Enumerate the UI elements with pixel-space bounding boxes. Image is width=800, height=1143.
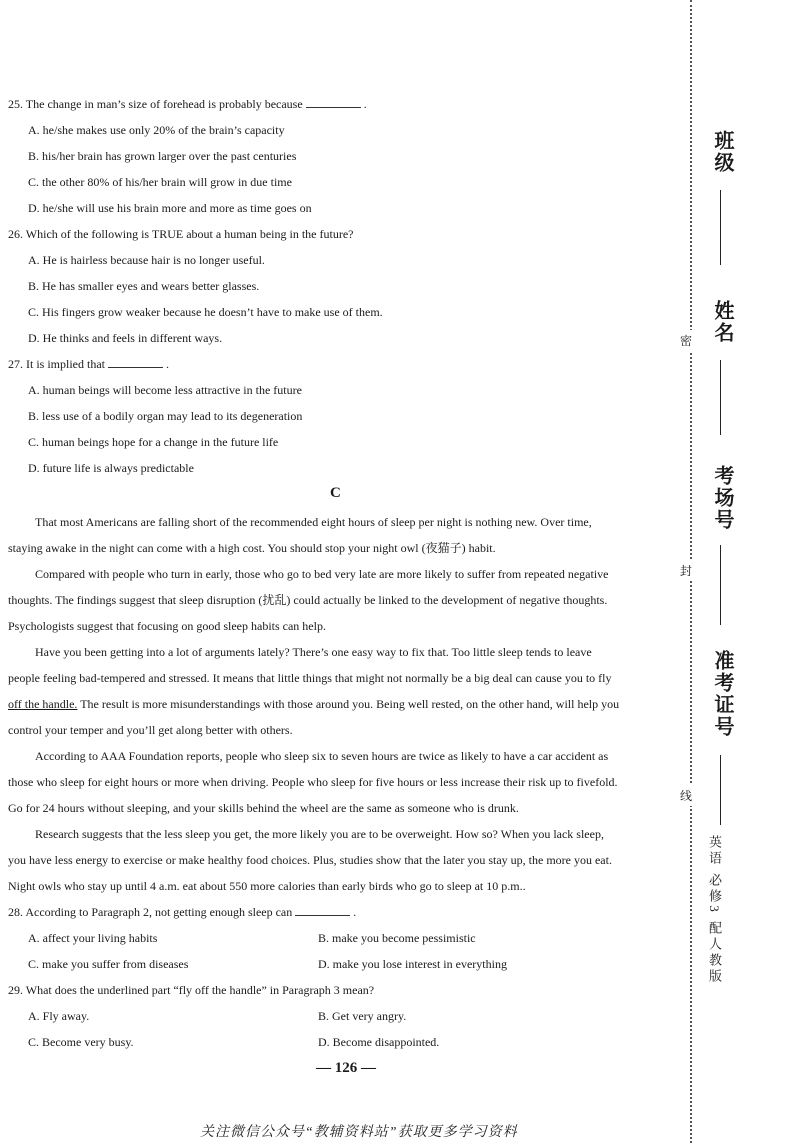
field-ticket-label: 准考证号 (711, 650, 733, 738)
q27-stem: 27. It is implied that . (8, 357, 169, 371)
field-class-label: 班级 (711, 130, 733, 174)
q29-option-d: D. Become disappointed. (318, 1035, 440, 1049)
seal-mark-xian: 线 (680, 785, 692, 806)
passage-line-2: staying awake in the night can come with a high cost. You should stop your night owl (夜猫子) habit. (8, 541, 496, 555)
passage-line-10: According to AAA Foundation reports, people who sleep six to seven hours are twice as likely to have a car accident as (35, 749, 609, 763)
q29-option-c: C. Become very busy. (28, 1035, 134, 1049)
q27-option-a: A. human beings will become less attractive in the future (28, 383, 302, 397)
passage-line-7: people feeling bad-tempered and stressed. It means that little things that might not normally be a big deal can cause you to fly (8, 671, 612, 685)
passage-line-15: Night owls who stay up until 4 a.m. eat about 550 more calories than early birds who go to sleep at 10 p.m.. (8, 879, 526, 893)
passage-line-9: control your temper and you’ll get along better with others. (8, 723, 293, 737)
q26-stem: 26. Which of the following is TRUE about a human being in the future? (8, 227, 354, 241)
passage-line-4: thoughts. The findings suggest that sleep disruption (扰乱) could actually be linked to the development of negative thoughts. (8, 593, 608, 607)
field-name-label: 姓名 (711, 300, 733, 344)
passage-line-6: Have you been getting into a lot of arguments lately? There’s one easy way to fix that. Too little sleep tends to leave (35, 645, 592, 659)
field-ticket-line (720, 755, 721, 825)
q29-stem: 29. What does the underlined part “fly off the handle” in Paragraph 3 mean? (8, 983, 375, 997)
q25-option-b: B. his/her brain has grown larger over the past centuries (28, 149, 297, 163)
q25-option-a: A. he/she makes use only 20% of the brain’s capacity (28, 123, 285, 137)
passage-line-8: off the handle. The result is more misunderstandings with those around you. Being well rested, on the other hand, will help you (8, 697, 620, 711)
q26-option-c: C. His fingers grow weaker because he doesn’t have to make use of them. (28, 305, 383, 319)
passage-line-11: those who sleep for eight hours or more when driving. People who sleep for five hours or less increase their risk up to fivefold. (8, 775, 618, 789)
passage-heading: C (330, 485, 341, 501)
q29-option-b: B. Get very angry. (318, 1009, 407, 1023)
q26-option-b: B. He has smaller eyes and wears better glasses. (28, 279, 260, 293)
q27-option-d: D. future life is always predictable (28, 461, 194, 475)
book-label: 英语 必修3 配人教版 (707, 835, 722, 985)
field-name-line (720, 360, 721, 435)
passage-line-12: Go for 24 hours without sleeping, and your skills behind the wheel are the same as someone who is drunk. (8, 801, 519, 815)
q25-stem: 25. The change in man’s size of forehead is probably because . (8, 97, 367, 111)
passage-line-5: Psychologists suggest that focusing on good sleep habits can help. (8, 619, 326, 633)
footer-note: 关注微信公众号“教辅资料站”获取更多学习资料 (200, 1125, 518, 1140)
field-class-line (720, 190, 721, 265)
q25-option-c: C. the other 80% of his/her brain will grow in due time (28, 175, 292, 189)
underlined-phrase: off the handle. (8, 697, 78, 711)
passage-line-14: you have less energy to exercise or make healthy food choices. Plus, studies show that the later you stay up, the more you eat. (8, 853, 612, 867)
seal-mark-mi: 密 (680, 330, 692, 351)
passage-line-13: Research suggests that the less sleep you get, the more likely you are to be overweight. How so? When you lack sleep, (35, 827, 604, 841)
q28-option-d: D. make you lose interest in everything (318, 957, 507, 971)
q28-option-c: C. make you suffer from diseases (28, 957, 189, 971)
passage-line-3: Compared with people who turn in early, those who go to bed very late are more likely to suffer from repeated negative (35, 567, 609, 581)
field-exam-room-line (720, 545, 721, 625)
q27-option-c: C. human beings hope for a change in the future life (28, 435, 279, 449)
page-number: — 126 — (316, 1060, 376, 1076)
q28-option-b: B. make you become pessimistic (318, 931, 476, 945)
q29-option-a: A. Fly away. (28, 1009, 90, 1023)
q27-option-b: B. less use of a bodily organ may lead to its degeneration (28, 409, 303, 423)
passage-line-1: That most Americans are falling short of the recommended eight hours of sleep per night is nothing new. Over time, (35, 515, 592, 529)
q25-option-d: D. he/she will use his brain more and more as time goes on (28, 201, 312, 215)
q28-stem: 28. According to Paragraph 2, not getting enough sleep can . (8, 905, 357, 919)
field-exam-room-label: 考场号 (711, 465, 733, 531)
q26-option-d: D. He thinks and feels in different ways. (28, 331, 223, 345)
seal-mark-feng: 封 (680, 560, 692, 581)
q28-option-a: A. affect your living habits (28, 931, 158, 945)
q26-option-a: A. He is hairless because hair is no longer useful. (28, 253, 265, 267)
